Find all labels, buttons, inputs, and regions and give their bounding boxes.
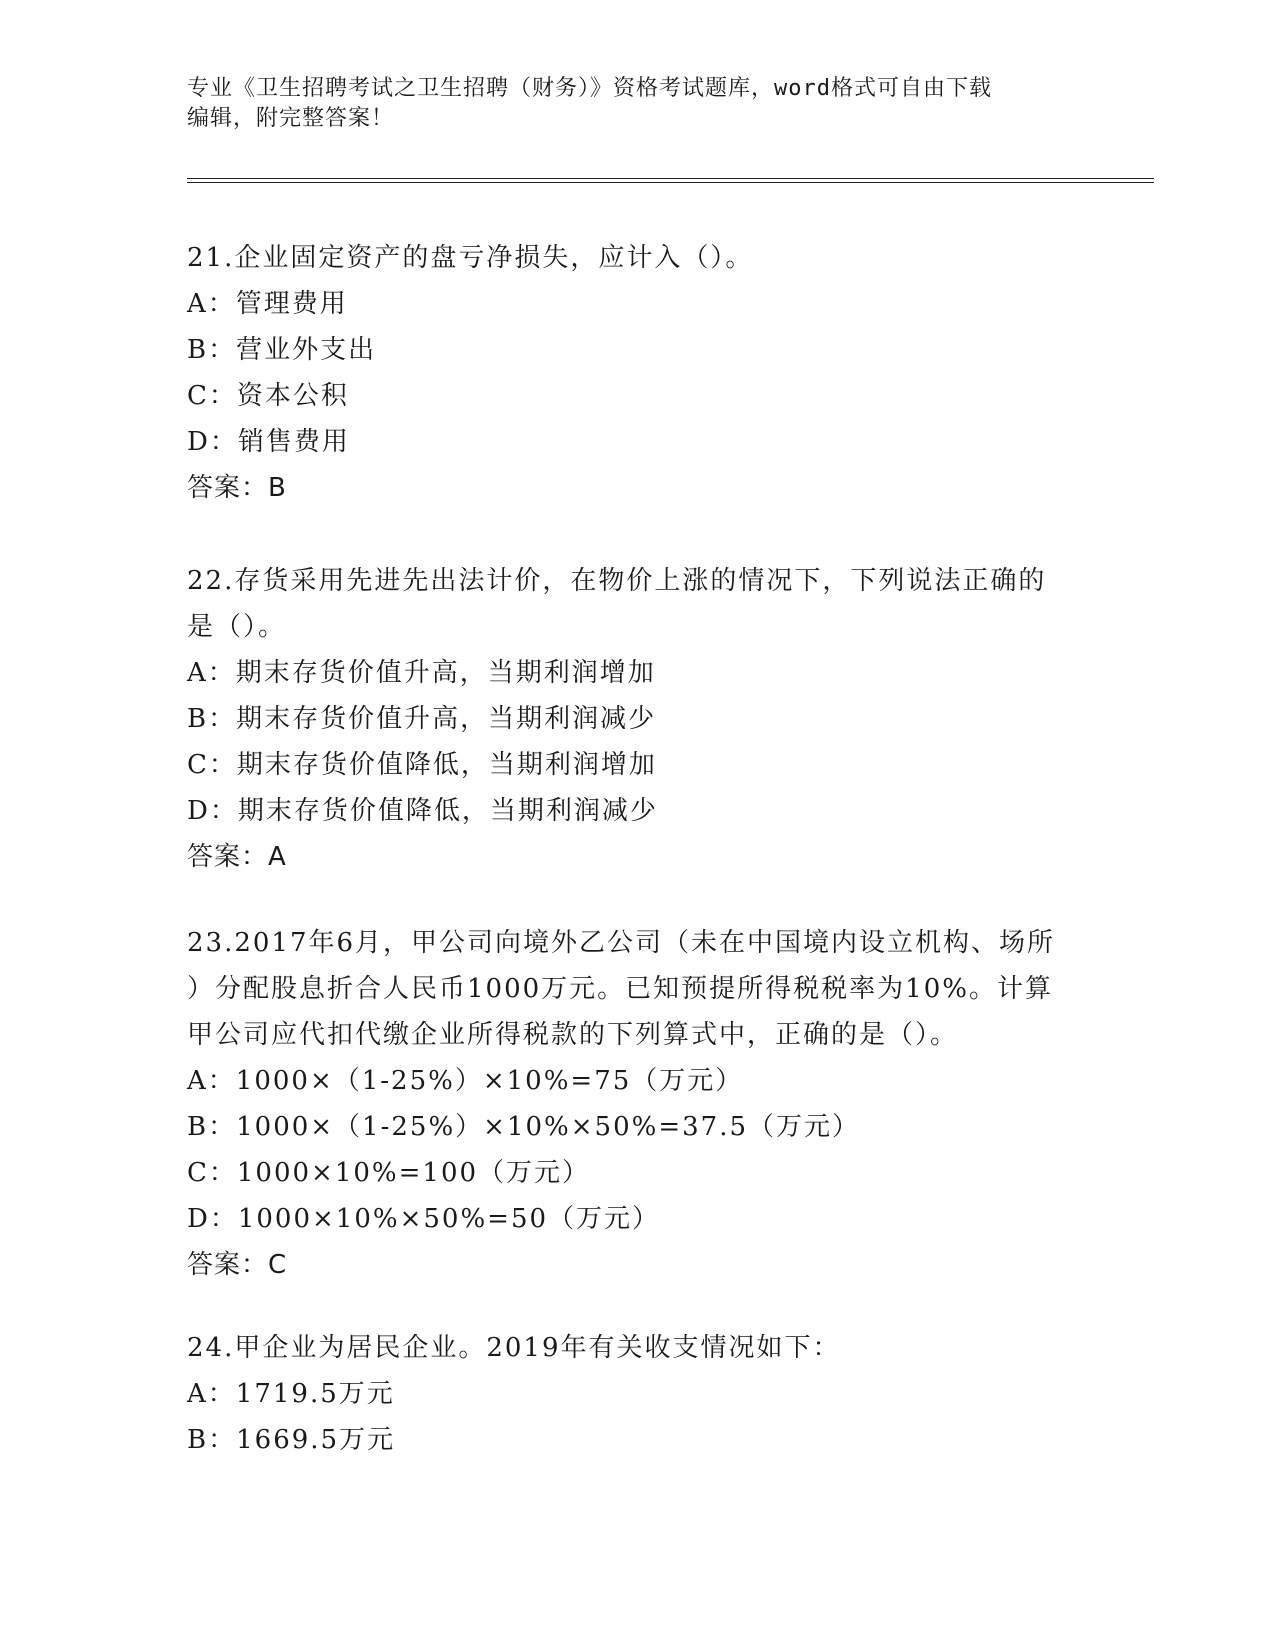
option-b: B：1669.5万元 bbox=[187, 1425, 396, 1455]
question-stem: 21.企业固定资产的盘亏净损失，应计入（）。 bbox=[187, 243, 754, 273]
option-b: B：营业外支出 bbox=[187, 335, 377, 365]
question-stem: 22.存货采用先进先出法计价，在物价上涨的情况下，下列说法正确的 bbox=[187, 566, 1047, 596]
question-22 bbox=[187, 558, 1087, 880]
answer-line: 答案：B bbox=[187, 473, 287, 503]
header-line: 编辑，附完整答案！ bbox=[187, 106, 395, 131]
answer-line: 答案：C bbox=[187, 1250, 288, 1280]
question-stem: 是（）。 bbox=[187, 612, 287, 642]
question-24 bbox=[187, 1325, 1087, 1463]
question-23 bbox=[187, 920, 1087, 1288]
question-stem: 24.甲企业为居民企业。2019年有关收支情况如下： bbox=[187, 1333, 841, 1363]
option-a: A：期末存货价值升高，当期利润增加 bbox=[187, 658, 656, 688]
header-line: 专业《卫生招聘考试之卫生招聘（财务）》资格考试题库，word格式可自由下载 bbox=[187, 76, 992, 101]
answer-line: 答案：A bbox=[187, 842, 287, 872]
option-a: A：1719.5万元 bbox=[187, 1379, 395, 1409]
question-stem: ）分配股息折合人民币1000万元。已知预提所得税税率为10%。计算 bbox=[187, 974, 1053, 1004]
option-d: D：销售费用 bbox=[187, 427, 350, 457]
option-d: D：1000×10%×50%=50（万元） bbox=[187, 1204, 661, 1234]
header-divider bbox=[187, 182, 1154, 183]
header-divider bbox=[187, 178, 1154, 179]
option-c: C：期末存货价值降低，当期利润增加 bbox=[187, 750, 657, 780]
option-c: C：资本公积 bbox=[187, 381, 349, 411]
option-b: B：期末存货价值升高，当期利润减少 bbox=[187, 704, 657, 734]
question-stem: 23.2017年6月，甲公司向境外乙公司（未在中国境内设立机构、场所 bbox=[187, 928, 1056, 958]
option-b: B：1000×（1-25%）×10%×50%=37.5（万元） bbox=[187, 1112, 861, 1142]
option-d: D：期末存货价值降低，当期利润减少 bbox=[187, 796, 658, 826]
document-header bbox=[187, 74, 1077, 134]
question-21 bbox=[187, 235, 1087, 511]
option-c: C：1000×10%=100（万元） bbox=[187, 1158, 591, 1188]
question-stem: 甲公司应代扣代缴企业所得税款的下列算式中，正确的是（）。 bbox=[187, 1020, 959, 1050]
option-a: A：1000×（1-25%）×10%=75（万元） bbox=[187, 1066, 744, 1096]
option-a: A：管理费用 bbox=[187, 289, 348, 319]
